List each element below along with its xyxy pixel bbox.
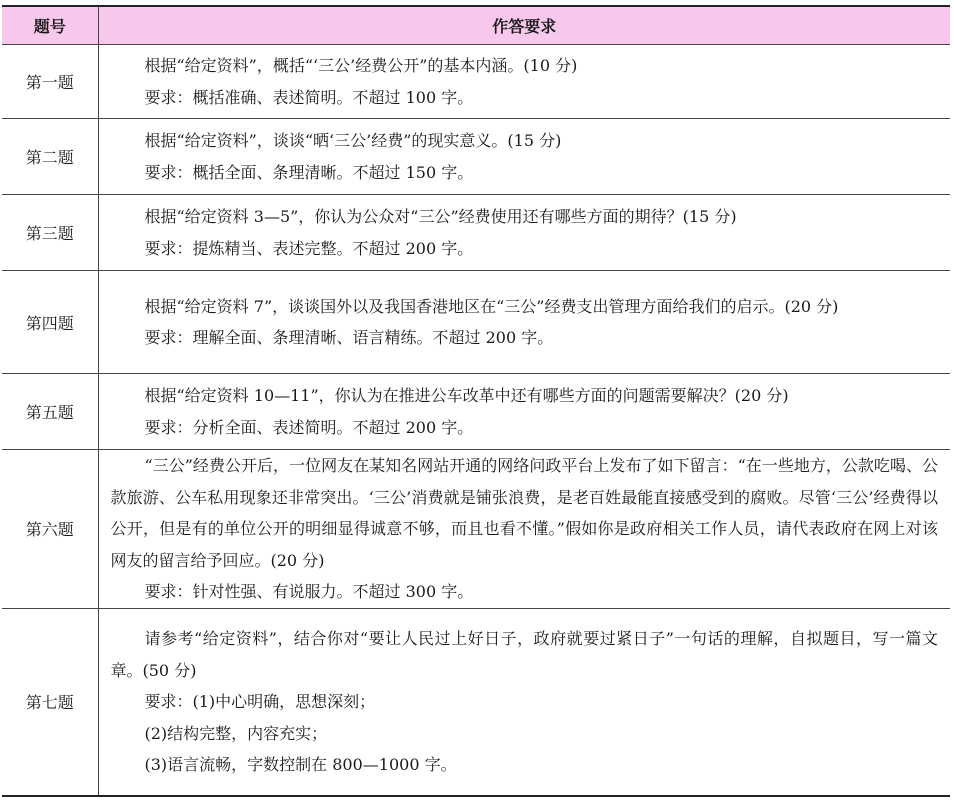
requirement-text: 要求：分析全面、表述简明。不超过 200 字。 <box>144 417 474 437</box>
table-row <box>2 374 950 450</box>
table-row <box>2 608 950 796</box>
question-content <box>98 45 950 119</box>
table-row <box>2 45 950 119</box>
question-label: 第五题 <box>2 374 98 450</box>
question-content <box>98 608 950 796</box>
requirement-text: (2)结构完整，内容充实； <box>144 723 328 743</box>
requirement-text: 要求：理解全面、条理清晰、语言精练。不超过 200 字。 <box>144 328 554 347</box>
table-row <box>2 195 950 271</box>
table-header-row <box>2 6 950 45</box>
task-text: 根据“给定资料 3—5”，你认为公众对“三公”经费使用还有哪些方面的期待？(15 分) <box>144 207 737 226</box>
requirement-text: 要求：提炼精当、表述完整。不超过 200 字。 <box>144 238 474 258</box>
question-content <box>98 271 950 374</box>
header-answer-requirements: 作答要求 <box>98 6 950 45</box>
question-content <box>98 119 950 195</box>
requirement-text: 要求：针对性强、有说服力。不超过 300 字。 <box>144 582 474 601</box>
question-content <box>98 195 950 271</box>
requirement-text: (3)语言流畅，字数控制在 800—1000 字。 <box>144 755 457 774</box>
task-text: 根据“给定资料 7”，谈谈国外以及我国香港地区在“三公”经费支出管理方面给我们的启示。(20 分) <box>144 296 839 316</box>
question-label: 第三题 <box>2 195 98 271</box>
question-content <box>98 450 950 609</box>
question-label: 第七题 <box>2 608 98 796</box>
question-label: 第四题 <box>2 271 98 374</box>
table-row <box>2 119 950 195</box>
requirement-text: 要求：概括准确、表述简明。不超过 100 字。 <box>144 87 474 107</box>
requirements-table <box>2 5 950 797</box>
task-text: 请参考“给定资料”，结合你对“要让人民过上好日子，政府就要过紧日子”一句话的理解，自拟题目，写一篇文章。(50 分) <box>110 629 938 680</box>
task-text: 根据“给定资料”，概括“‘三公’经费公开”的基本内涵。(10 分) <box>144 56 578 75</box>
question-label: 第六题 <box>2 450 98 609</box>
requirement-text: 要求：概括全面、条理清晰。不超过 150 字。 <box>144 162 474 182</box>
question-content <box>98 374 950 450</box>
task-text: 根据“给定资料”，谈谈“晒‘三公’经费”的现实意义。(15 分) <box>144 131 562 150</box>
task-text: 根据“给定资料 10—11”，你认为在推进公车改革中还有哪些方面的问题需要解决？(20 分) <box>144 386 789 405</box>
table-row <box>2 271 950 374</box>
task-text: “三公”经费公开后，一位网友在某知名网站开通的网络问政平台上发布了如下留言：“在一些地方，公款吃喝、公款旅游、公车私用现象还非常突出。‘三公’消费就是铺张浪费，是老百姓最能直接感受到的腐败。尽管‘三公’经费得以公开，但是有的单位公开的明细显得诚意不够，而且也看不懂。”假如你是政府相关工作人员，请代表政府在网上对该网友的留言给予回应。(20 分) <box>110 456 938 570</box>
requirement-text: 要求：(1)中心明确，思想深刻； <box>144 692 376 711</box>
question-label: 第二题 <box>2 119 98 195</box>
header-question-number: 题号 <box>2 6 98 45</box>
question-label: 第一题 <box>2 45 98 119</box>
table-row <box>2 450 950 609</box>
